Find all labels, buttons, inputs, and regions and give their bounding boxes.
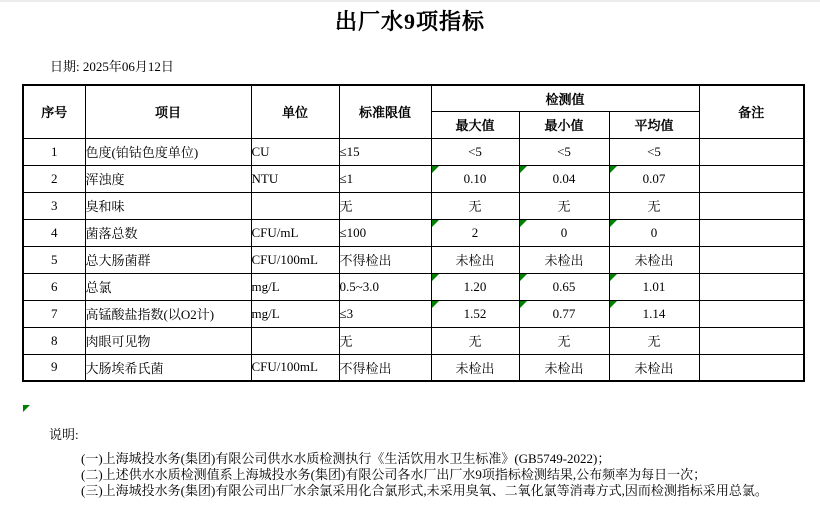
flag-triangle-icon [520,220,527,227]
table-row [23,246,804,273]
col-header-max: 最大值 [431,111,519,138]
cell-limit: 不得检出 [339,246,431,273]
flag-triangle-icon [610,274,617,281]
cell-limit: 不得检出 [339,354,431,381]
col-header-remark: 备注 [699,85,804,138]
cell-unit: CU [251,138,339,165]
cell-max [431,300,519,327]
cell-unit [251,192,339,219]
cell-item: 总氯 [85,273,251,300]
note-line-1: (一)上海城投水务(集团)有限公司供水水质检测执行《生活饮用水卫生标准》(GB5749-2022)； [81,451,611,466]
cell-remark [699,354,804,381]
cell-avg [609,165,699,192]
cell-value: 1.01 [642,278,666,294]
table-row [23,192,804,219]
col-header-min: 最小值 [519,111,609,138]
cell-remark [699,165,804,192]
cell-limit: 无 [339,192,431,219]
cell-limit: ≤15 [339,138,431,165]
flag-triangle-icon [520,166,527,173]
col-header-item: 项目 [85,85,251,138]
notes-block [81,451,768,499]
cell-remark [699,300,804,327]
flag-triangle-icon [432,220,439,227]
cell-limit: ≤100 [339,219,431,246]
cell-item: 色度(铂钴色度单位) [85,138,251,165]
cell-avg: 未检出 [609,246,699,273]
cell-max: 未检出 [431,354,519,381]
stray-flag-triangle-icon [23,405,30,412]
table-row [23,300,804,327]
cell-limit: 0.5~3.0 [339,273,431,300]
flag-triangle-icon [520,274,527,281]
table-row [23,219,804,246]
cell-value: 0 [650,224,658,240]
cell-max: <5 [431,138,519,165]
cell-avg [609,300,699,327]
cell-min: 未检出 [519,246,609,273]
cell-min: <5 [519,138,609,165]
cell-remark [699,327,804,354]
cell-avg: 无 [609,327,699,354]
cell-remark [699,138,804,165]
cell-unit: NTU [251,165,339,192]
note-line-2: (二)上述供水水质检测值系上海城投水务(集团)有限公司各水厂出厂水9项指标检测结果,公布频率为每日一次； [81,467,707,482]
col-header-detection-group: 检测值 [431,85,699,111]
cell-value: 1.20 [463,278,487,294]
cell-no: 6 [23,273,85,300]
cell-no: 1 [23,138,85,165]
cell-avg: 未检出 [609,354,699,381]
cell-no: 5 [23,246,85,273]
cell-min [519,273,609,300]
cell-max: 未检出 [431,246,519,273]
cell-min [519,300,609,327]
cell-avg: 无 [609,192,699,219]
cell-min [519,219,609,246]
cell-remark [699,273,804,300]
cell-item: 大肠埃希氏菌 [85,354,251,381]
cell-avg: <5 [609,138,699,165]
report-date: 日期: 2025年06月12日 [50,59,174,74]
cell-min [519,165,609,192]
table-row [23,354,804,381]
flag-triangle-icon [432,274,439,281]
cell-min: 无 [519,192,609,219]
cell-max: 无 [431,192,519,219]
col-header-unit: 单位 [251,85,339,138]
cell-min: 无 [519,327,609,354]
cell-item: 高锰酸盐指数(以O2计) [85,300,251,327]
cell-max [431,165,519,192]
page-title: 出厂水9项指标 [334,9,485,34]
cell-limit: ≤3 [339,300,431,327]
cell-value: 2 [471,224,479,240]
cell-item: 菌落总数 [85,219,251,246]
cell-value: 0.07 [642,170,666,186]
cell-item: 肉眼可见物 [85,327,251,354]
cell-value: 0.77 [552,305,576,321]
table-row [23,138,804,165]
cell-item: 总大肠菌群 [85,246,251,273]
cell-unit: mg/L [251,300,339,327]
cell-item: 浑浊度 [85,165,251,192]
indicators-table [22,84,805,382]
flag-triangle-icon [610,301,617,308]
cell-no: 4 [23,219,85,246]
cell-remark [699,219,804,246]
window-top-edge [0,0,820,2]
cell-unit [251,327,339,354]
flag-triangle-icon [610,166,617,173]
cell-no: 9 [23,354,85,381]
cell-value: 0.10 [463,170,487,186]
notes-label: 说明: [49,427,79,442]
cell-value: 0 [560,224,568,240]
table-row [23,327,804,354]
table-row [23,273,804,300]
cell-unit: CFU/100mL [251,354,339,381]
col-header-limit: 标准限值 [339,85,431,138]
cell-limit: ≤1 [339,165,431,192]
cell-max [431,273,519,300]
cell-min: 未检出 [519,354,609,381]
cell-no: 8 [23,327,85,354]
note-line-3: (三)上海城投水务(集团)有限公司出厂水余氯采用化合氯形式,未采用臭氧、二氧化氯等消毒方式,因而检测指标采用总氯。 [81,483,768,498]
cell-value: 1.52 [463,305,487,321]
flag-triangle-icon [610,220,617,227]
cell-no: 7 [23,300,85,327]
col-header-no: 序号 [23,85,85,138]
cell-value: 0.04 [552,170,576,186]
cell-item: 臭和味 [85,192,251,219]
flag-triangle-icon [520,301,527,308]
cell-max [431,219,519,246]
cell-value: 1.14 [642,305,666,321]
cell-value: 0.65 [552,278,576,294]
flag-triangle-icon [432,166,439,173]
cell-avg [609,219,699,246]
cell-avg [609,273,699,300]
cell-remark [699,246,804,273]
cell-unit: CFU/mL [251,219,339,246]
col-header-avg: 平均值 [609,111,699,138]
cell-no: 3 [23,192,85,219]
cell-unit: CFU/100mL [251,246,339,273]
cell-limit: 无 [339,327,431,354]
cell-remark [699,192,804,219]
flag-triangle-icon [432,301,439,308]
cell-max: 无 [431,327,519,354]
table-row [23,165,804,192]
cell-unit: mg/L [251,273,339,300]
cell-no: 2 [23,165,85,192]
